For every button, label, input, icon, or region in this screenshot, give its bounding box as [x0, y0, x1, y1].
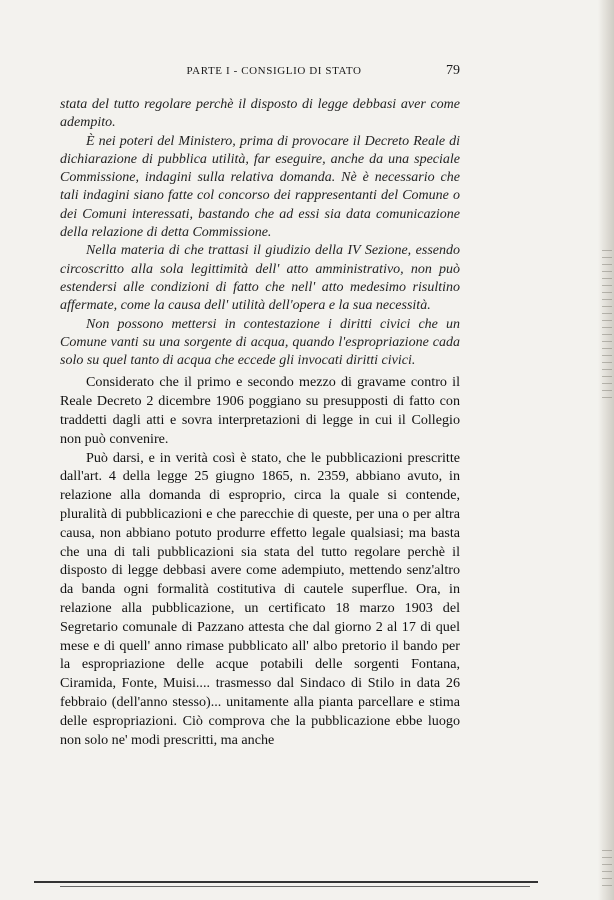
body-text [60, 96, 460, 749]
running-title: PARTE I - CONSIGLIO DI STATO [186, 65, 362, 77]
edge-marks-lower [602, 850, 612, 890]
headnote-paragraph-4: Non possono mettersi in contestazione i diritti civici che un Comune vanti su una sorgente di acqua, quando l'espropriazione cada solo su quel tanto di acqua che eccede gli invocati diritti civici. [60, 316, 460, 369]
page-number: 79 [446, 63, 460, 78]
bottom-rule [34, 881, 538, 883]
headnote-paragraph-3: Nella materia di che trattasi il giudizio della IV Sezione, essendo circoscritto alla sola legittimità dell' atto amministrativo, non può estendersi alle condizioni di fatto che nell' atto medesimo risultino affermate, come la causa dell' utilità dell'opera e la sua necessità. [60, 243, 460, 314]
decision-paragraph-1: Considerato che il primo e secondo mezzo di gravame contro il Reale Decreto 2 dicembre 1906 poggiano su presupposti di fatto con traddetti dagli atti e sovra interpretazioni di legge in cui il Collegio non può convenire. [60, 374, 460, 447]
edge-marks [602, 250, 612, 400]
page-edge-shadow [598, 0, 614, 900]
decision-paragraph-2: Può darsi, e in verità così è stato, che le pubblicazioni prescritte dall'art. 4 della legge 25 giugno 1865, n. 2359, abbiano avuto, in relazione alla domanda di esproprio, circa la quale si contende, pluralità di pubblicazioni e che parecchie di queste, per una o per altra causa, non abbiano potuto produrre effetto legale qualsiasi; ma basta che una di tali pubblicazioni sia stata del tutto regolare perchè il disposto di legge debbasi avere come adempiuto, mettendo senz'altro da banda ogni formalità costitutiva di cautele superflue. Ora, in relazione alla pubblicazione, un certificato 18 marzo 1903 del Segretario comunale di Pazzano attesta che dal giorno 2 al 17 di quel mese e di quell' anno rimase pubblicato all' albo pretorio il bando per la espropriazione delle acque potabili delle sorgenti Fontana, Ciramida, Fonte, Muisi.... trasmesso dal Sindaco di Stilo in data 26 febbraio (dell'anno stesso)... unitamente alla pianta parcellare e stima delle espropriazioni. Ciò comprova che la pubblicazione ebbe luogo non solo ne' modi prescritti, ma anche [60, 449, 460, 748]
running-head [88, 63, 460, 81]
headnote-paragraph-1: stata del tutto regolare perchè il disposto di legge debbasi aver come adempito. [60, 97, 460, 131]
bottom-rule-thin [60, 886, 530, 887]
headnote-paragraph-2: È nei poteri del Ministero, prima di provocare il Decreto Reale di dichiarazione di pubblica utilità, far eseguire, anche da una speciale Commissione, indagini sulla relativa domanda. Nè è necessario che tali indagini siano fatte col concorso dei rappresentanti del Comune o dei Comuni interessati, bastando che ad essi sia data comunicazione della relazione di detta Commissione. [60, 133, 460, 241]
